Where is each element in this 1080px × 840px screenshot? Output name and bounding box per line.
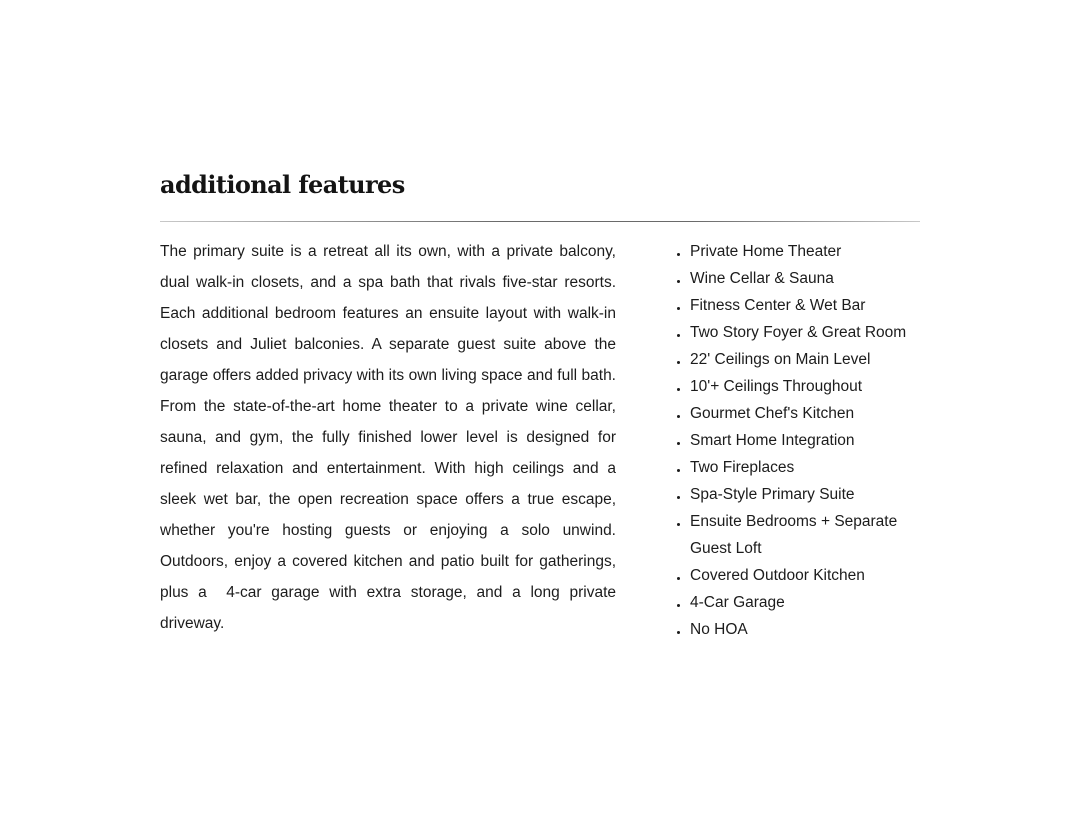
feature-label: Smart Home Integration: [690, 432, 855, 449]
bullet-icon: [677, 442, 680, 445]
list-item: [675, 238, 935, 265]
feature-label: Private Home Theater: [690, 243, 842, 260]
feature-list: [675, 238, 935, 643]
list-item: [675, 616, 935, 643]
bullet-icon: [677, 469, 680, 472]
feature-label: Gourmet Chef's Kitchen: [690, 405, 855, 422]
bullet-icon: [677, 496, 680, 499]
bullet-icon: [677, 334, 680, 337]
feature-label: No HOA: [690, 621, 748, 638]
list-item: [675, 319, 935, 346]
feature-label: 10'+ Ceilings Throughout: [690, 378, 862, 395]
list-item: [675, 400, 935, 427]
bullet-icon: [677, 280, 680, 283]
bullet-icon: [677, 361, 680, 364]
bullet-icon: [677, 253, 680, 256]
feature-label: Two Story Foyer & Great Room: [690, 324, 907, 341]
list-item: [675, 454, 935, 481]
bullet-icon: [677, 388, 680, 391]
feature-label: 4-Car Garage: [690, 594, 785, 611]
section-divider: [160, 221, 920, 222]
bullet-icon: [677, 604, 680, 607]
feature-label: Wine Cellar & Sauna: [690, 270, 834, 287]
bullet-icon: [677, 415, 680, 418]
list-item: [675, 373, 935, 400]
bullet-icon: [677, 577, 680, 580]
feature-label: 22' Ceilings on Main Level: [690, 351, 871, 368]
feature-label: Fitness Center & Wet Bar: [690, 297, 866, 314]
list-item: [675, 292, 935, 319]
list-item: [675, 346, 935, 373]
list-item: [675, 427, 935, 454]
feature-label: Spa-Style Primary Suite: [690, 486, 855, 503]
additional-features-section: [160, 168, 920, 638]
bullet-icon: [677, 307, 680, 310]
feature-label: Covered Outdoor Kitchen: [690, 567, 865, 584]
list-item: [675, 265, 935, 292]
features-description: The primary suite is a retreat all its own, with a private balcony, dual walk-in closets, and a spa bath that rivals five-star resorts. Each additional bedroom features an ensuite layout with walk-in closets and Juliet balconies. A separate guest suite above the garage offers added privacy with its own living space and full bath. From the state-of-the-art home theater to a private wine cellar, sauna, and gym, the fully finished lower level is designed for refined relaxation and entertainment. With high ceilings and a sleek wet bar, the open recreation space offers a true escape, whether you're hosting guests or enjoying a solo unwind. Outdoors, enjoy a covered kitchen and patio built for gatherings, plus a 4-car garage with extra storage, and a long private driveway.: [160, 243, 616, 632]
section-title: additional features: [160, 170, 405, 199]
list-item: [675, 481, 935, 508]
list-item: [675, 562, 935, 589]
feature-label: Two Fireplaces: [690, 459, 795, 476]
bullet-icon: [677, 631, 680, 634]
bullet-icon: [677, 523, 680, 526]
feature-label: Ensuite Bedrooms + Separate Guest Loft: [690, 513, 898, 557]
list-item: [675, 589, 935, 616]
list-item: [675, 508, 935, 562]
